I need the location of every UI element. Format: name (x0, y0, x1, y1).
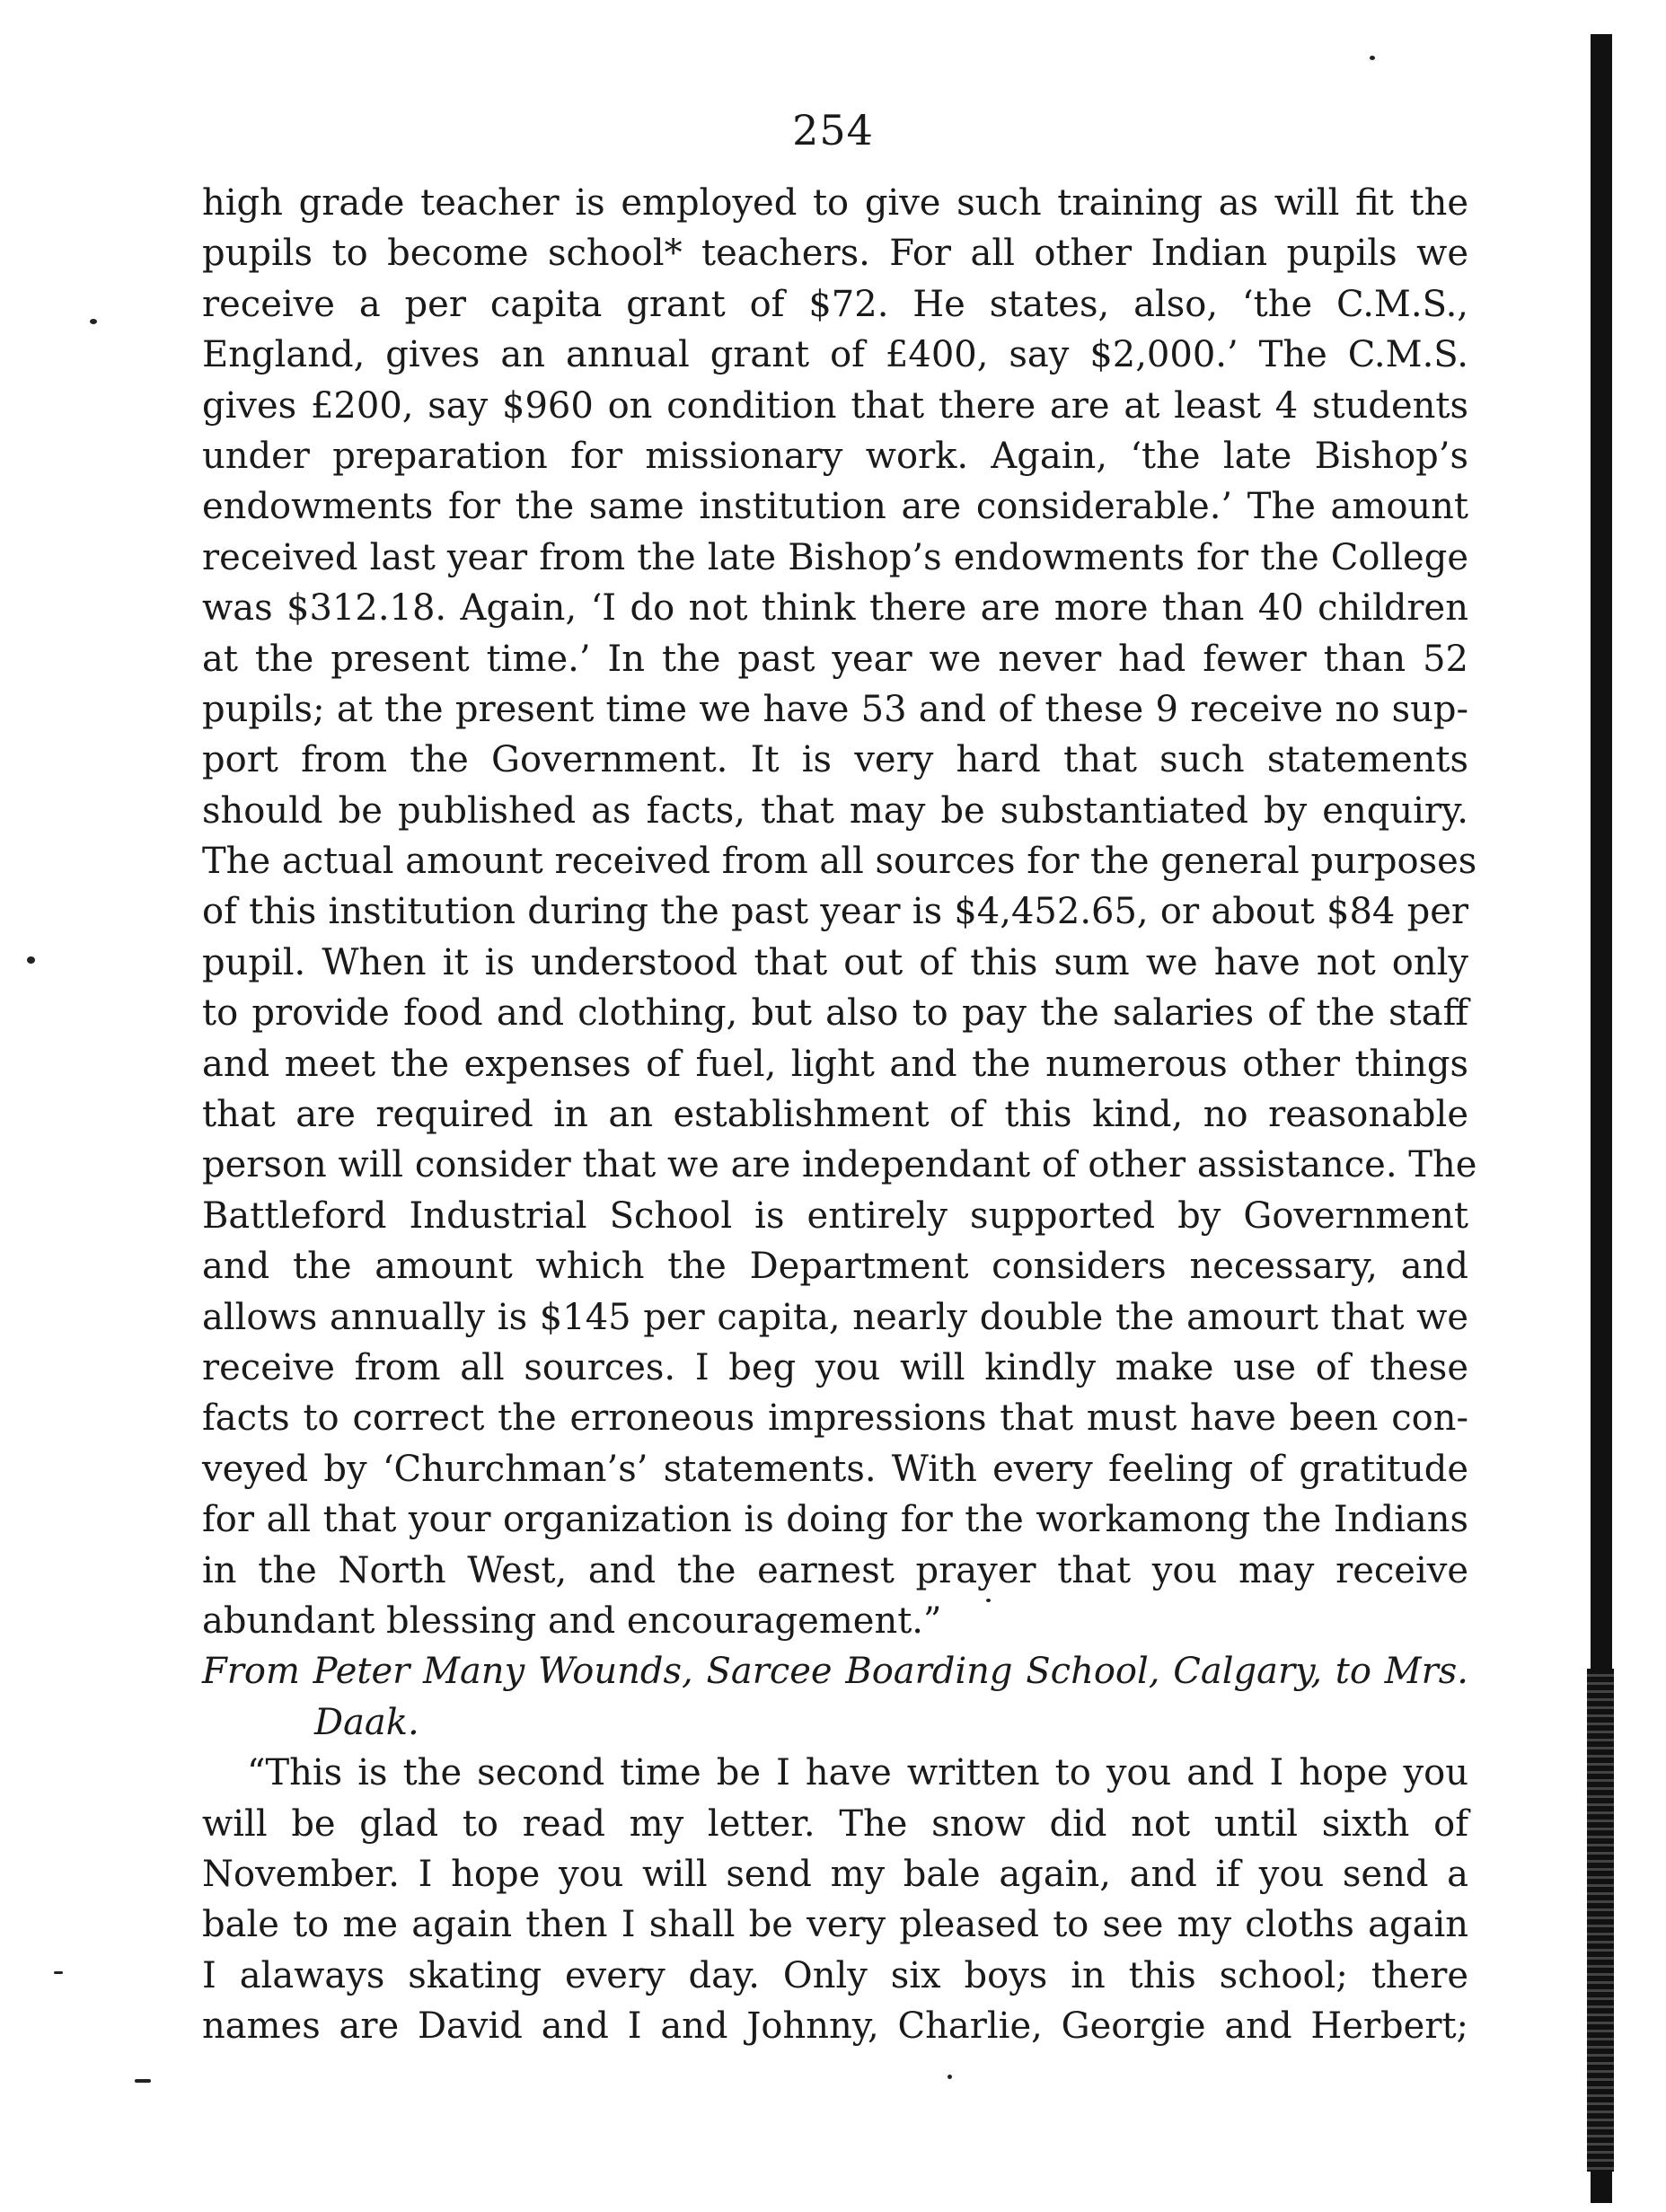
text-line: that are required in an establishment of this kind, no reasonable (202, 1094, 1468, 1136)
text-line: under preparation for missionary work. Again, ‘the late Bishop’s (202, 435, 1468, 477)
text-line: received last year from the late Bishop’s endowments for the College (202, 536, 1468, 578)
text-line: to provide food and clothing, but also to pay the salaries of the staff (202, 992, 1468, 1035)
text-line: port from the Government. It is very hard that such statements (202, 739, 1468, 781)
letter-line: names are David and I and Johnny, Charlie, Georgie and Herbert; (202, 2005, 1468, 2048)
letter-line: November. I hope you will send my bale again, and if you send a (202, 1853, 1468, 1895)
letter-line: will be glad to read my letter. The snow did not until sixth of (202, 1802, 1468, 1845)
text-line: abundant blessing and encouragement.” (202, 1600, 942, 1642)
scan-speck (948, 2075, 952, 2079)
page-body-text (202, 178, 1477, 2051)
text-line: should be published as facts, that may be substantiated by enquiry. (202, 789, 1468, 832)
text-line: in the North West, and the earnest prayer that you may receive (202, 1549, 1468, 1591)
text-line: facts to correct the erroneous impressions that must have been con- (202, 1397, 1468, 1440)
text-line: person will consider that we are independant of other assistance. The (202, 1144, 1477, 1186)
text-line: England, gives an annual grant of £400, say $2,000.’ The C.M.S. (202, 334, 1468, 376)
scan-speck (54, 1971, 63, 1974)
text-line: receive a per capita grant of $72. He states, also, ‘the C.M.S., (202, 283, 1468, 325)
page-number: 254 (792, 106, 874, 154)
text-line: pupils; at the present time we have 53 and of these 9 receive no sup- (202, 688, 1468, 730)
letter-line: I alaways skating every day. Only six boys in this school; there (202, 1954, 1468, 1996)
text-line: and meet the expenses of fuel, light and the numerous other things (202, 1043, 1468, 1085)
text-line: and the amount which the Department considers necessary, and (202, 1246, 1468, 1288)
scan-speck (986, 1599, 991, 1602)
text-line: for all that your organization is doing for the workamong the Indians (202, 1499, 1468, 1541)
text-line: pupil. When it is understood that out of this sum we have not only (202, 941, 1468, 983)
scan-speck (135, 2079, 151, 2083)
text-line: veyed by ‘Churchman’s’ statements. With every feeling of gratitude (202, 1448, 1468, 1490)
letter-heading-continued: Daak. (314, 1701, 419, 1743)
letter-line: “This is the second time be I have written to you and I hope you (247, 1752, 1468, 1794)
text-line: pupils to become school* teachers. For all other Indian pupils we (202, 233, 1468, 275)
text-line: receive from all sources. I beg you will kindly make use of these (202, 1346, 1468, 1388)
text-line: was $312.18. Again, ‘I do not think there are more than 40 children (202, 587, 1468, 630)
text-line: of this institution during the past year is $4,452.65, or about $84 per (202, 891, 1468, 933)
scan-speck (90, 319, 97, 324)
scan-speck (1370, 56, 1375, 60)
text-line: at the present time.’ In the past year we never had fewer than 52 (202, 638, 1468, 680)
letter-heading: From Peter Many Wounds, Sarcee Boarding School, Calgary, to Mrs. (202, 1651, 1468, 1693)
scan-binding-edge (1591, 34, 1612, 2203)
text-line: high grade teacher is employed to give such training as will fit the (202, 182, 1468, 224)
text-line: Battleford Industrial School is entirely supported by Government (202, 1194, 1468, 1237)
scan-speck (27, 956, 35, 964)
text-line: The actual amount received from all sources for the general purposes (202, 841, 1477, 883)
text-line: endowments for the same institution are considerable.’ The amount (202, 486, 1468, 528)
letter-line: bale to me again then I shall be very pleased to see my cloths again (202, 1904, 1468, 1946)
text-line: allows annually is $145 per capita, nearly double the amourt that we (202, 1296, 1468, 1338)
text-line: gives £200, say $960 on condition that there are at least 4 students (202, 384, 1468, 427)
